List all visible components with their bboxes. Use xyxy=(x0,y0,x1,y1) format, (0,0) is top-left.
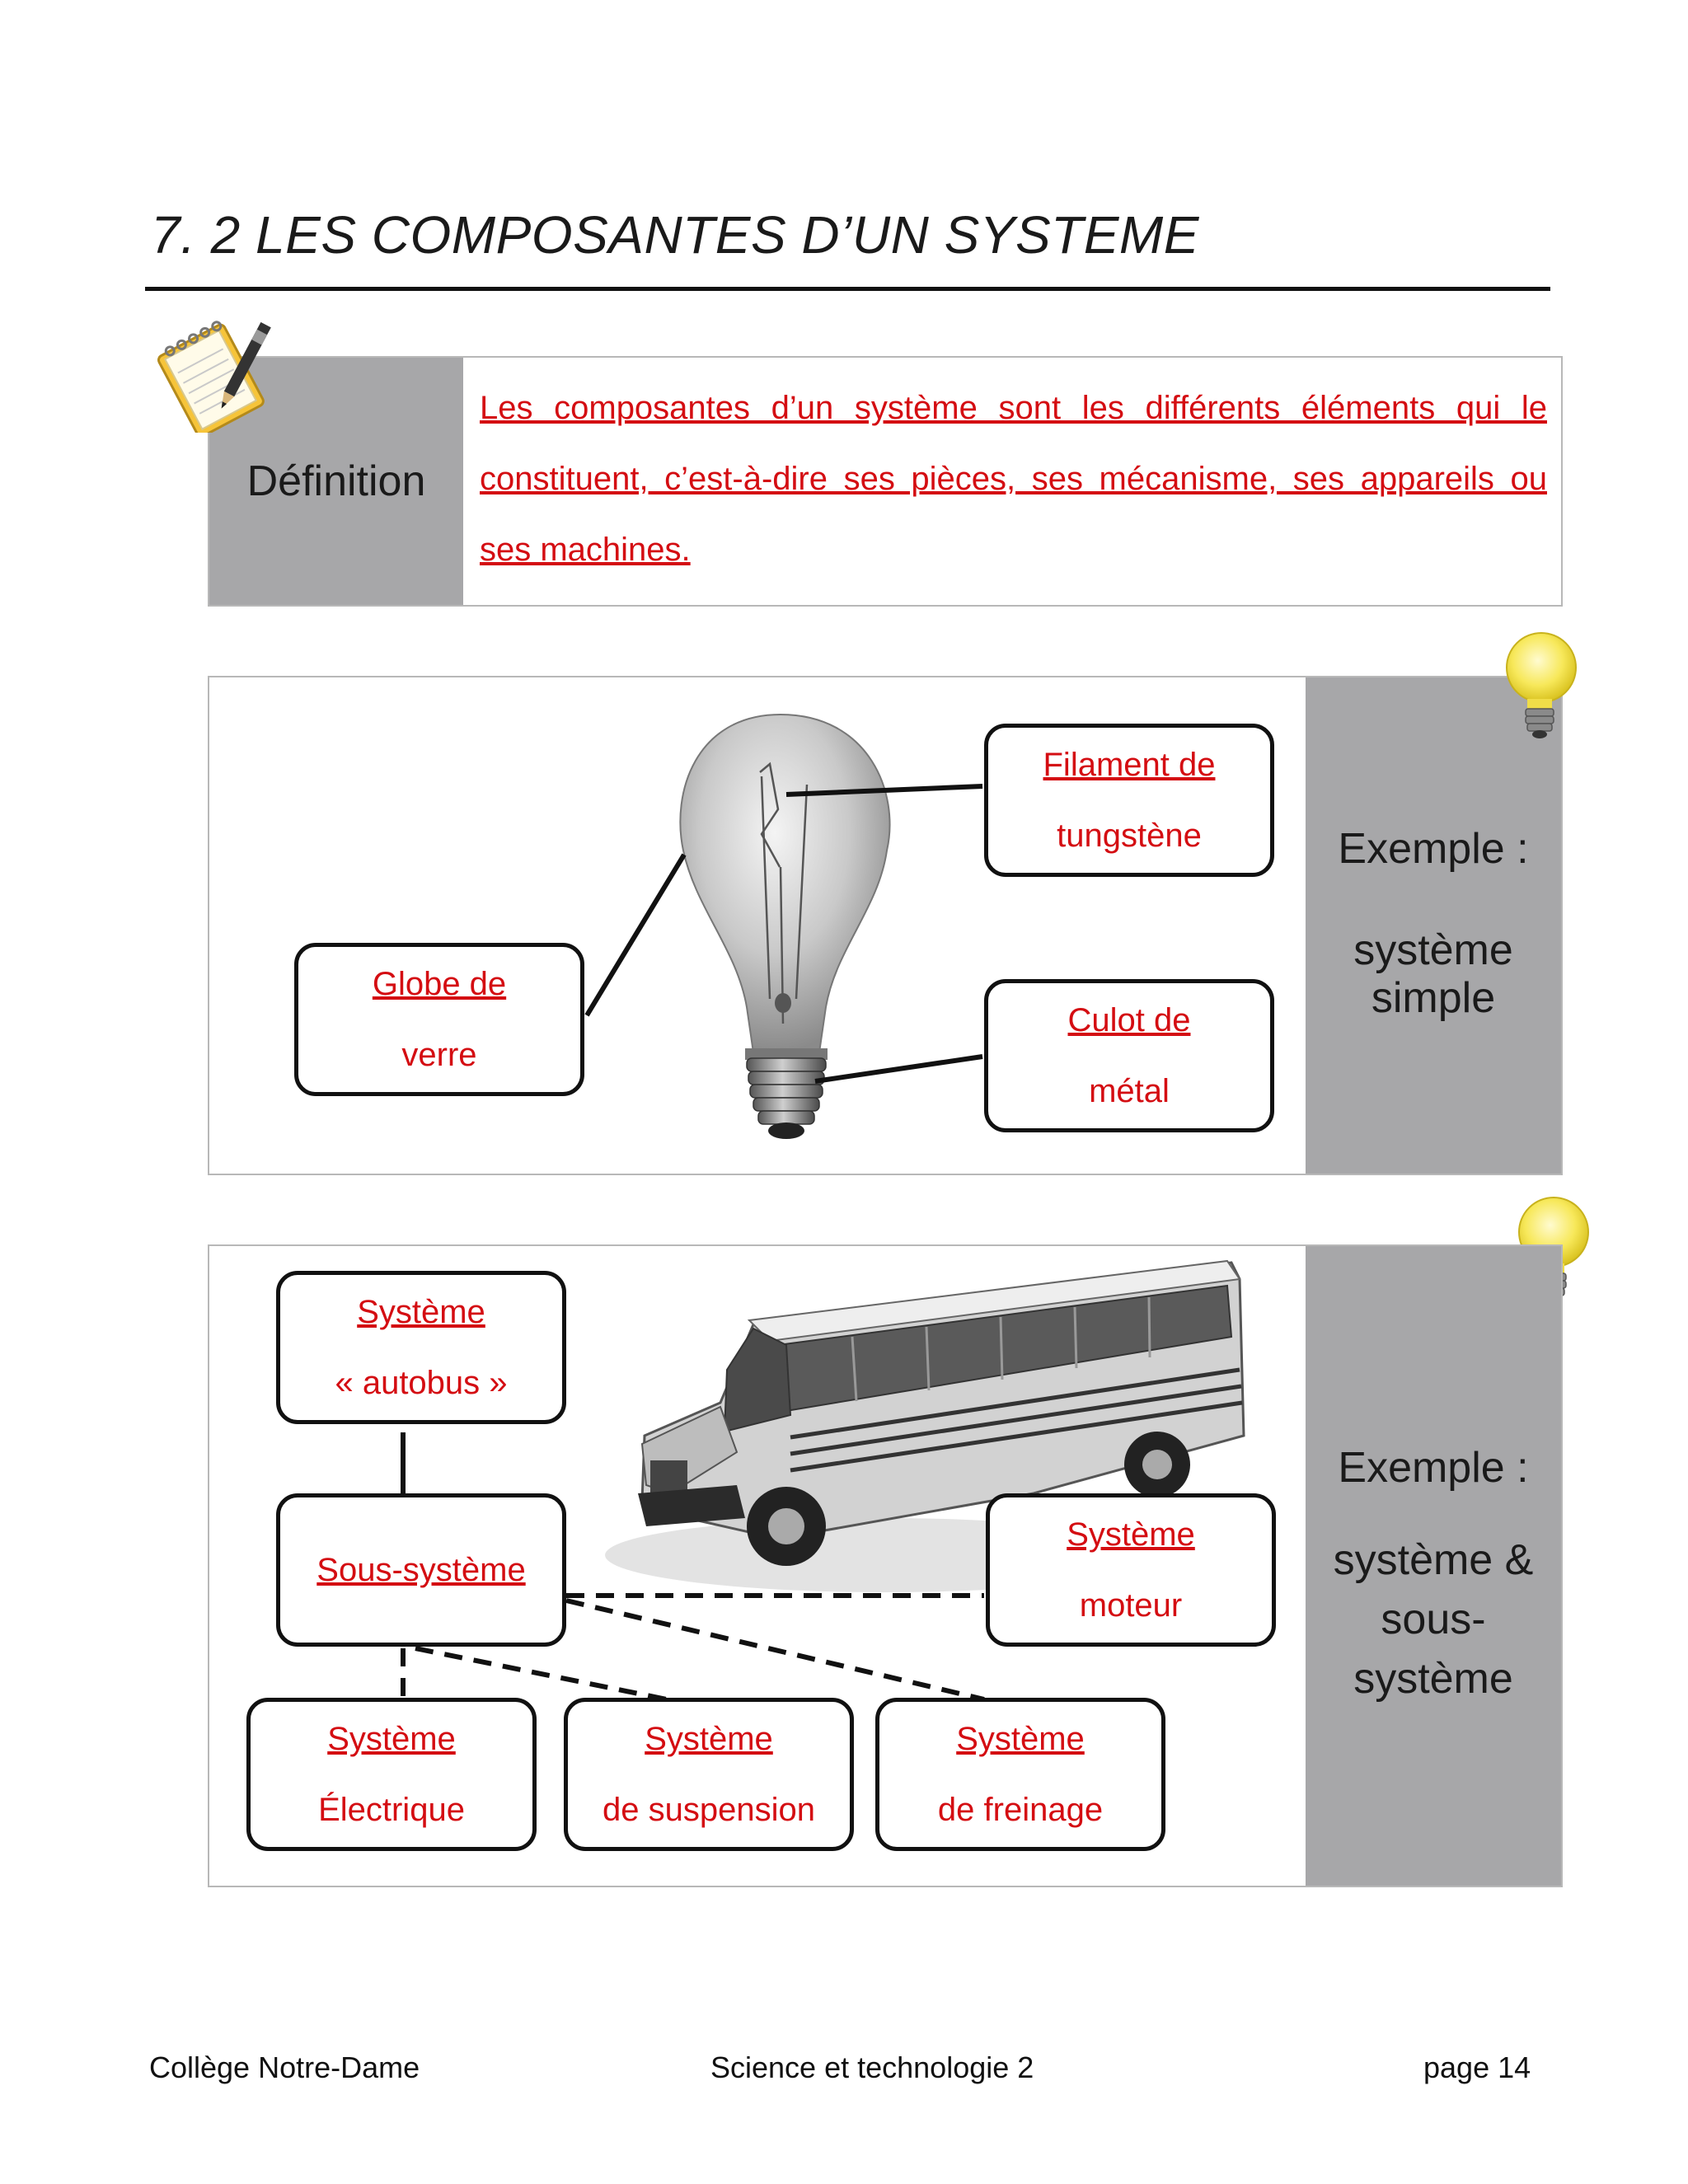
component-electrique-box xyxy=(246,1698,537,1851)
example-side-panel xyxy=(1306,677,1561,1174)
autobus-label-line2: « autobus » xyxy=(335,1365,508,1401)
globe-label-line1: Globe de xyxy=(372,966,507,1002)
subsystem-to-freinage-connector xyxy=(566,1601,984,1699)
subsystem-to-suspension-connector xyxy=(415,1648,667,1699)
filament-label-line1: Filament de xyxy=(1043,747,1216,783)
component-freinage-box xyxy=(875,1698,1165,1851)
example-simple-system-box xyxy=(208,676,1563,1175)
suspension-label-line1: Système xyxy=(645,1721,773,1757)
example-subtitle-line2: simple xyxy=(1371,974,1496,1022)
example-title: Exemple : xyxy=(1338,1444,1529,1492)
page-title: 7. 2 LES COMPOSANTES D’UN SYSTEME xyxy=(151,205,1199,265)
component-filament-box xyxy=(984,724,1274,877)
example-subtitle-line3: système xyxy=(1353,1655,1513,1703)
electrique-label-line2: Électrique xyxy=(318,1792,465,1828)
freinage-label-line1: Système xyxy=(956,1721,1085,1757)
example-title: Exemple : xyxy=(1338,825,1529,873)
suspension-label-line2: de suspension xyxy=(603,1792,815,1828)
component-moteur-box xyxy=(986,1493,1276,1647)
example-subtitle-line2: sous- xyxy=(1381,1596,1486,1643)
component-globe-box xyxy=(294,943,584,1096)
footer-school: Collège Notre-Dame xyxy=(149,2050,420,2084)
culot-label-line2: métal xyxy=(1089,1073,1170,1109)
example-subtitle-line1: système & xyxy=(1333,1536,1534,1584)
component-suspension-box xyxy=(564,1698,854,1851)
idea-bulb-icon xyxy=(1496,626,1587,750)
footer-course: Science et technologie 2 xyxy=(710,2050,1034,2084)
component-culot-box xyxy=(984,979,1274,1132)
example-subsystem-box xyxy=(208,1244,1563,1887)
freinage-label-line2: de freinage xyxy=(937,1792,1104,1828)
moteur-label-line2: moteur xyxy=(1079,1587,1183,1624)
title-underline xyxy=(145,287,1550,291)
notepad-pencil-icon xyxy=(147,309,279,433)
globe-label-line2: verre xyxy=(401,1037,477,1073)
component-autobus-box xyxy=(276,1271,566,1424)
culot-connector xyxy=(815,1057,982,1081)
definition-label: Définition xyxy=(209,358,463,605)
globe-connector xyxy=(587,855,684,1015)
definition-box xyxy=(208,356,1563,607)
example-side-panel xyxy=(1306,1246,1561,1886)
filament-label-line2: tungstène xyxy=(1057,818,1202,854)
component-sous-systeme-box xyxy=(276,1493,566,1647)
definition-text: Les composantes d’un système sont les différents éléments qui le constituent, c’est-à-dire ses pièces, ses mécanisme, ses appareils ou ses machines. xyxy=(480,390,1547,568)
culot-label-line1: Culot de xyxy=(1067,1002,1191,1038)
example-subtitle-line1: système xyxy=(1353,926,1513,974)
autobus-label-line1: Système xyxy=(357,1294,485,1330)
moteur-label-line1: Système xyxy=(1067,1516,1195,1553)
footer-page-number: page 14 xyxy=(1423,2050,1531,2084)
electrique-label-line1: Système xyxy=(327,1721,456,1757)
sous-systeme-label: Sous-système xyxy=(316,1552,526,1588)
